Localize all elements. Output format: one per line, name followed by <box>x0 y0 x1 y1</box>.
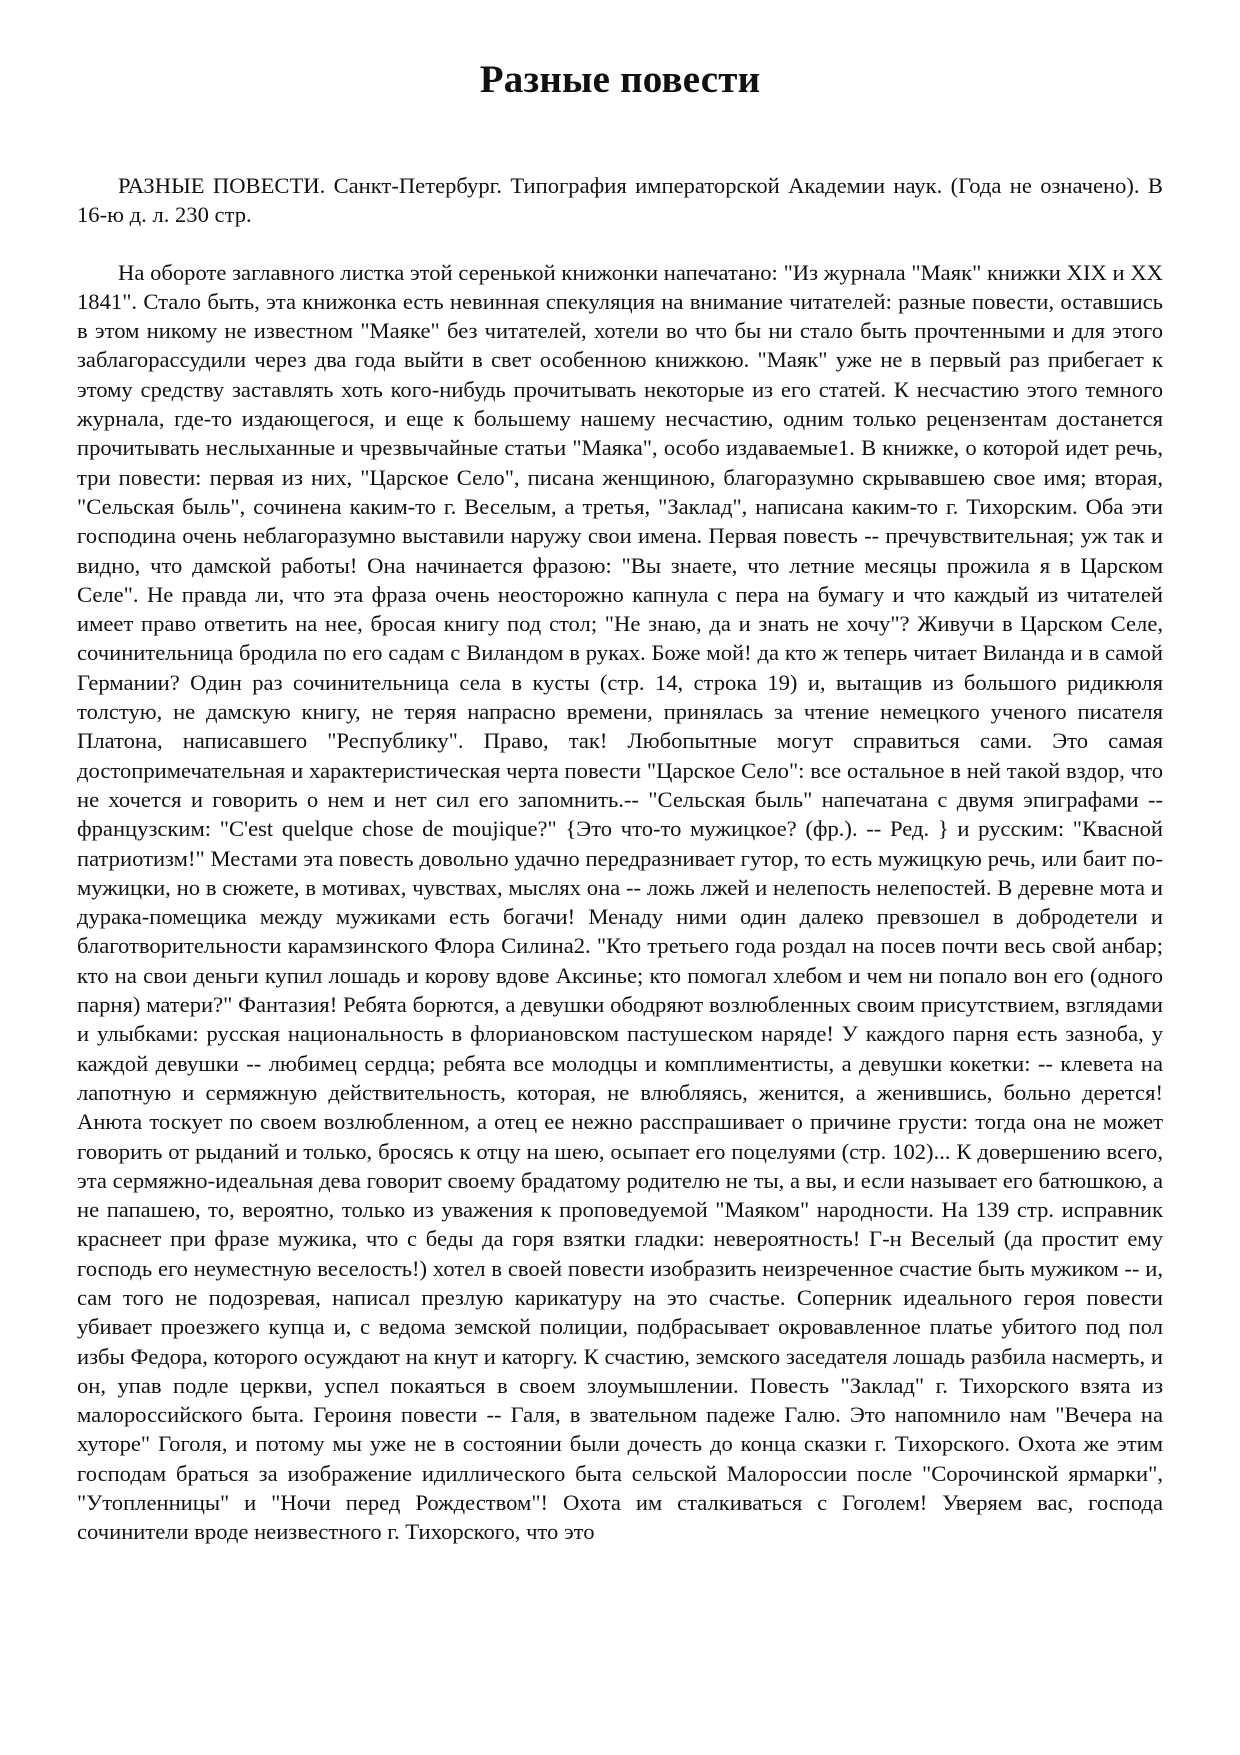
bibliographic-paragraph: РАЗНЫЕ ПОВЕСТИ. Санкт-Петербург. Типография императорской Академии наук. (Года не означено). В 16-ю д. л. 230 стр. <box>77 173 1163 228</box>
review-paragraph: На обороте заглавного листка этой серенькой книжонки напечатано: "Из журнала "Маяк" книжки XIX и XX 1841". Стало быть, эта книжонка есть невинная спекуляция на внимание читателей: разные повести, оставшись в этом никому не известном "Маяке" без читателей, хотели во что бы ни стало быть прочтенными и для этого заблагорассудили через два года выйти в свет особенною книжкою. "Маяк" уже не в первый раз прибегает к этому средству заставлять хоть кого-нибудь прочитывать некоторые из его статей. К несчастию этого темного журнала, где-то издающегося, и еще к большему нашему несчастию, одним только рецензентам достанется прочитывать неслыханные и чрезвычайные статьи "Маяка", особо издаваемые1. В книжке, о которой идет речь, три повести: первая из них, "Царское Село", писана женщиною, благоразумно скрывавшею свое имя; вторая, "Сельская быль", сочинена каким-то г. Веселым, а третья, "Заклад", написана каким-то г. Тихорским. Оба эти господина очень неблагоразумно выставили наружу свои имена. Первая повесть -- пречувствительная; уж так и видно, что дамской работы! Она начинается фразою: "Вы знаете, что летние месяцы прожила я в Царском Селе". Не правда ли, что эта фраза очень неосторожно капнула с пера на бумагу и что каждый из читателей имеет право ответить на нее, бросая книгу под стол; "Не знаю, да и знать не хочу"? Живучи в Царском Селе, сочинительница бродила по его садам с Виландом в руках. Боже мой! да кто ж теперь читает Виланда и в самой Германии? Один раз сочинительница села в кусты (стр. 14, строка 19) и, вытащив из большого ридикюля толстую, не дамскую книгу, не теряя напрасно времени, принялась за чтение немецкого ученого писателя Платона, написавшего "Республику". Право, так! Любопытные могут справиться сами. Это самая достопримечательная и характеристическая черта повести "Царское Село": все остальное в ней такой вздор, что не хочется и говорить о нем и нет сил его запомнить.-- "Сельская быль" напечатана с двумя эпиграфами -- французским: "C'est quelque chose de moujique?" {Это что-то мужицкое? (фр.). -- Ред. } и русским: "Квасной патриотизм!" Местами эта повесть довольно удачно передразнивает гутор, то есть мужицкую речь, или баит по-мужицки, но в сюжете, в мотивах, чувствах, мыслях она -- ложь лжей и нелепость нелепостей. В деревне мота и дурака-помещика между мужиками есть богачи! Менаду ними один далеко превзошел в добродетели и благотворительности карамзинского Флора Силина2. "Кто третьего года роздал на посев почти весь свой анбар; кто на свои деньги купил лошадь и корову вдове Аксинье; кто помогал хлебом и чем ни попало вон его (одного парня) матери?" Фантазия! Ребята борются, а девушки ободряют возлюбленных своим присутствием, взглядами и улыбками: русская национальность в флориановском пастушеском наряде! У каждого парня есть зазноба, у каждой девушки -- любимец сердца; ребята все молодцы и комплиментисты, а девушки кокетки: -- клевета на лапотную и сермяжную действительность, которая, не влюбляясь, женится, а женившись, больно дерется! Анюта тоскует по своем возлюбленном, а отец ее нежно расспрашивает о причине грусти: тогда она не может говорить от рыданий и только, бросясь к отцу на шею, осыпает его поцелуями (стр. 102)... К довершению всего, эта сермяжно-идеальная дева говорит своему брадатому родителю не ты, а вы, и если называет его батюшкою, а не папашею, то, вероятно, только из уважения к проповедуемой "Маяком" народности. На 139 стр. исправник краснеет при фразе мужика, что с беды да горя взятки гладки: невероятность! Г-н Веселый (да простит ему господь его неуместную веселость!) хотел в своей повести изобразить неизреченное счастие быть мужиком -- и, сам того не подозревая, написал презлую карикатуру на это счастье. Соперник идеального героя повести убивает проезжего купца и, с ведома земской полиции, подбрасывает окровавленное платье убитого под пол избы Федора, которого осуждают на кнут и каторгу. К счастию, земского заседателя лошадь разбила насмерть, и он, упав подле церкви, успел покаяться в своем злоумышлении. Повесть "Заклад" г. Тихорского взята из малороссийского быта. Героиня повести -- Галя, в звательном падеже Галю. Это напомнило нам "Вечера на хуторе" Гоголя, и потому мы уже не в состоянии были дочесть до конца сказки г. Тихорского. Охота же этим господам браться за изображение идиллического быта сельской Малороссии после "Сорочинской ярмарки", "Утопленницы" и "Ночи перед Рождеством"! Охота им сталкиваться с Гоголем! Уверяем вас, господа сочинители вроде неизвестного г. Тихорского, что это <box>77 259 1163 1545</box>
page-title: Разные повести <box>479 58 761 101</box>
